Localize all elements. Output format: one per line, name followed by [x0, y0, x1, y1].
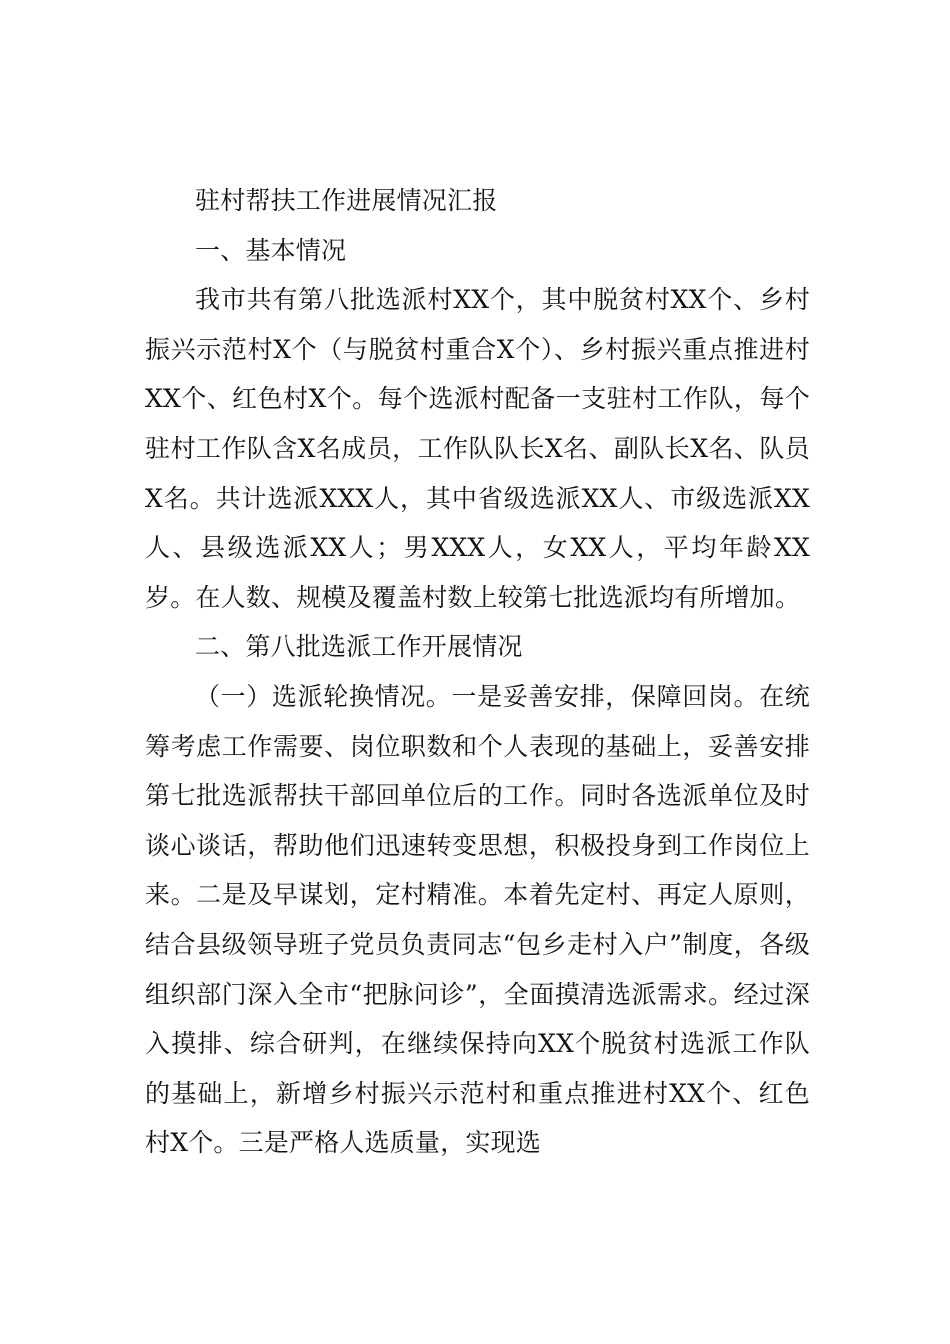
document-title: 驻村帮扶工作进展情况汇报	[195, 186, 498, 215]
section-heading-progress: 二、第八批选派工作开展情况	[195, 632, 523, 662]
document-body	[145, 176, 810, 1168]
section-heading-basic: 一、基本情况	[195, 235, 347, 265]
paragraph-rotation: （一）选派轮换情况。一是妥善安排，保障回岗。在统筹考虑工作需要、岗位职数和个人表现的基础上，妥善安排第七批选派帮扶干部回单位后的工作。同时各选派单位及时谈心谈话，帮助他们迅速转变思想，积极投身到工作岗位上来。二是及早谋划，定村精准。本着先定村、再定人原则，结合县级领导班子党员负责同志“包乡走村入户”制度，各级组织部门深入全市“把脉问诊”，全面摸清选派需求。经过深入摸排、综合研判，在继续保持向XX个脱贫村选派工作队的基础上，新增乡村振兴示范村和重点推进村XX个、红色村X个。三是严格人选质量，实现选	[145, 681, 810, 1158]
paragraph-basic-situation: 我市共有第八批选派村XX个，其中脱贫村XX个、乡村振兴示范村X个（与脱贫村重合X个）、乡村振兴重点推进村XX个、红色村X个。每个选派村配备一支驻村工作队，每个驻村工作队含X名成员，工作队队长X名、副队长X名、队员X名。共计选派XXX人，其中省级选派XX人、市级选派XX人、县级选派XX人；男XXX人，女XX人，平均年龄XX岁。在人数、规模及覆盖村数上较第七批选派均有所增加。	[145, 285, 810, 612]
